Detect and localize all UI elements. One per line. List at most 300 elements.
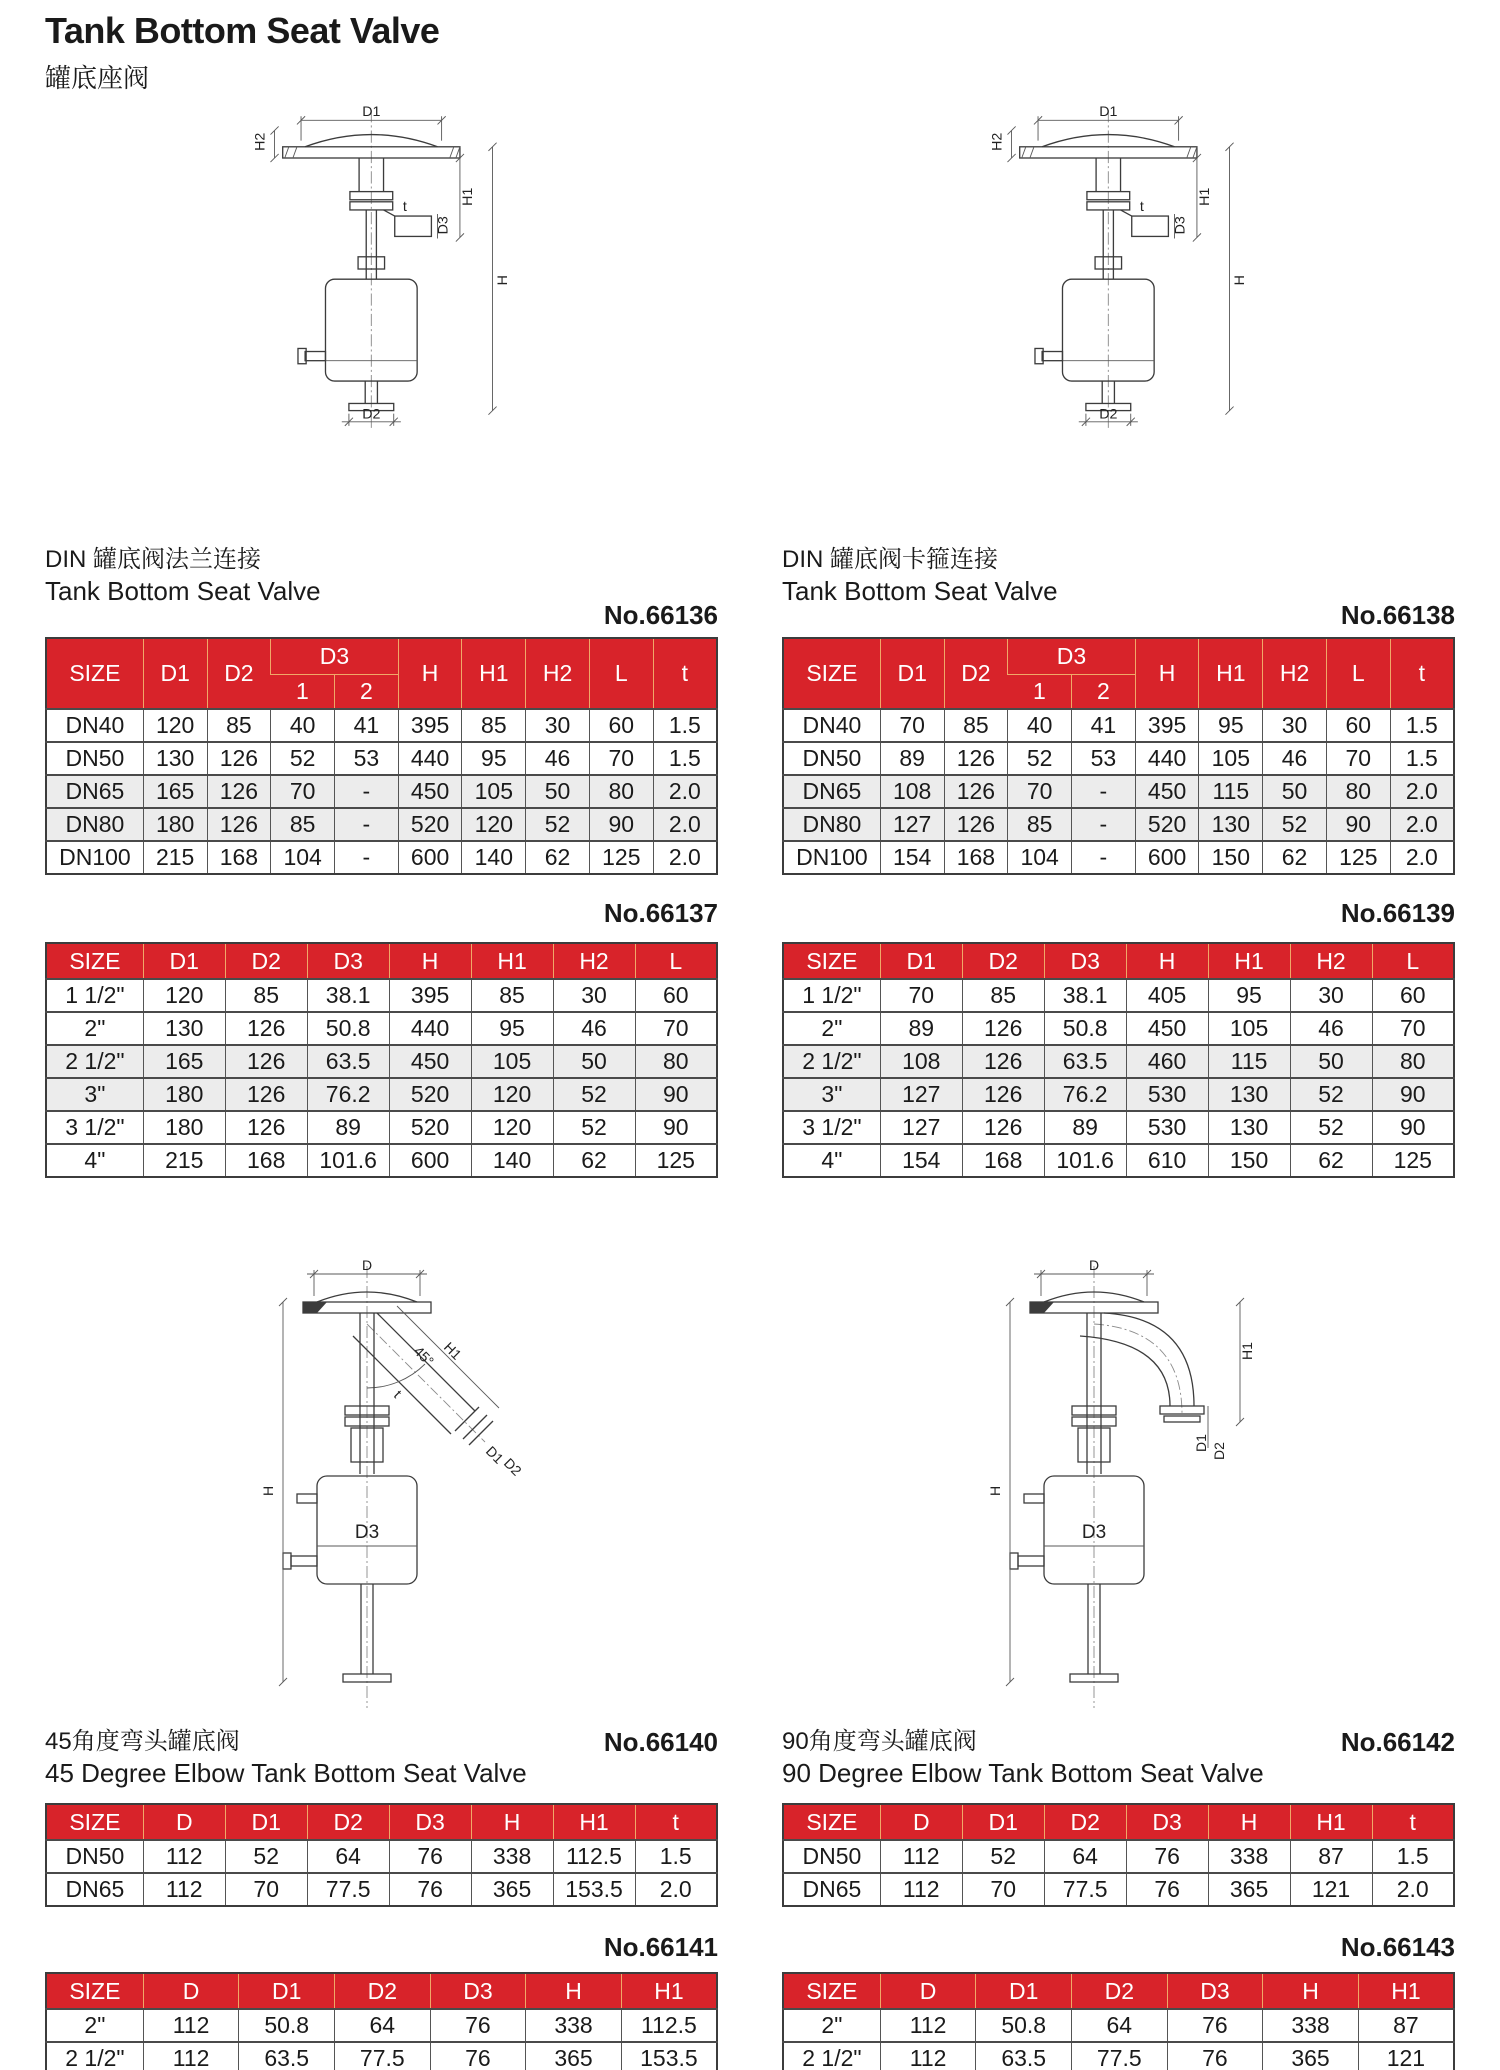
elbow90-technical-drawing <box>954 1256 1284 1716</box>
table-cell: 53 <box>1072 742 1136 775</box>
table-cell: DN50 <box>783 742 880 775</box>
dim-label-d2: D2 <box>500 1454 525 1479</box>
table-cell: 52 <box>225 1840 307 1873</box>
table-cell: 62 <box>553 1144 635 1177</box>
table-cell: 90 <box>1372 1111 1454 1144</box>
column-header: D3 <box>1008 638 1135 674</box>
table-cell: 440 <box>389 1012 471 1045</box>
table-cell: 77.5 <box>307 1873 389 1906</box>
table-cell: 126 <box>962 1012 1044 1045</box>
table-cell: 38.1 <box>1044 979 1126 1012</box>
column-header: D <box>880 1973 976 2009</box>
table-cell: DN65 <box>783 1873 880 1906</box>
right-column <box>782 0 1455 2070</box>
column-header: D3 <box>1126 1804 1208 1840</box>
page-subtitle-chinese: 罐底座阀 <box>45 63 150 93</box>
table-cell: DN40 <box>783 709 880 742</box>
table-cell: 460 <box>1126 1045 1208 1078</box>
page-title: Tank Bottom Seat Valve <box>45 10 440 51</box>
table-cell: 60 <box>1372 979 1454 1012</box>
table-cell: 127 <box>880 1111 962 1144</box>
table-cell: 76 <box>1126 1840 1208 1873</box>
table-cell: 530 <box>1126 1111 1208 1144</box>
table-cell: 4" <box>783 1144 880 1177</box>
table-cell: - <box>335 841 399 874</box>
table-cell: 70 <box>1372 1012 1454 1045</box>
table-cell: 215 <box>143 841 207 874</box>
table-cell: 180 <box>143 1111 225 1144</box>
table-cell: 2.0 <box>1390 841 1454 874</box>
drawing-flange-valve <box>45 104 718 437</box>
table-row <box>46 2009 717 2042</box>
table-cell: 2 1/2" <box>46 2042 143 2070</box>
table-cell: 108 <box>880 775 944 808</box>
table-cell: 120 <box>471 1078 553 1111</box>
table-cell: DN40 <box>46 709 143 742</box>
section-header-66136 <box>45 545 718 633</box>
table-cell: 76 <box>1167 2042 1263 2070</box>
table-cell: 2.0 <box>653 775 717 808</box>
table-cell: 2" <box>783 2009 880 2042</box>
table-cell: 52 <box>1290 1111 1372 1144</box>
column-header: D1 <box>880 638 944 709</box>
table-cell: 90 <box>1326 808 1390 841</box>
catalog-number: No.66142 <box>1340 1727 1455 1757</box>
column-header: D2 <box>1072 1973 1168 2009</box>
table-row <box>783 709 1454 742</box>
column-header: D3 <box>271 638 398 674</box>
table-cell: 600 <box>1135 841 1199 874</box>
table-cell: 126 <box>225 1078 307 1111</box>
table-cell: 77.5 <box>1072 2042 1168 2070</box>
table-cell: - <box>1072 775 1136 808</box>
column-header: D1 <box>880 943 962 979</box>
column-header: D3 <box>307 943 389 979</box>
table-cell: 60 <box>1326 709 1390 742</box>
column-header: H1 <box>1358 1973 1454 2009</box>
column-header: t <box>635 1804 717 1840</box>
table-cell: 52 <box>271 742 335 775</box>
table-cell: 126 <box>944 808 1008 841</box>
table-cell: 90 <box>589 808 653 841</box>
column-header: H <box>389 943 471 979</box>
table-cell: 76 <box>430 2042 526 2070</box>
dim-label-d1: D1 <box>482 1442 507 1467</box>
table-cell: 215 <box>143 1144 225 1177</box>
table-cell: 338 <box>1208 1840 1290 1873</box>
table-row <box>783 1840 1454 1873</box>
table-cell: 52 <box>553 1078 635 1111</box>
column-header: SIZE <box>783 638 880 709</box>
column-header: D1 <box>225 1804 307 1840</box>
column-header: H <box>526 1973 622 2009</box>
column-header: H1 <box>1290 1804 1372 1840</box>
table-cell: 2.0 <box>1390 775 1454 808</box>
table-cell: 2 1/2" <box>46 1045 143 1078</box>
column-header: H <box>1135 638 1199 709</box>
table-cell: 165 <box>143 1045 225 1078</box>
table-cell: 90 <box>635 1111 717 1144</box>
table-cell: 2.0 <box>1372 1873 1454 1906</box>
section-header-66140 <box>45 1727 718 1801</box>
table-cell: 90 <box>1372 1078 1454 1111</box>
table-cell: 90 <box>635 1078 717 1111</box>
table-cell: 120 <box>462 808 526 841</box>
dim-label-d: D <box>361 1257 372 1273</box>
table-cell: 127 <box>880 1078 962 1111</box>
table-cell: 180 <box>143 1078 225 1111</box>
table-cell: 121 <box>1358 2042 1454 2070</box>
column-header: D <box>143 1804 225 1840</box>
column-header: H1 <box>1199 638 1263 709</box>
column-header: SIZE <box>46 1973 143 2009</box>
table-cell: 30 <box>526 709 590 742</box>
table-cell: 450 <box>1126 1012 1208 1045</box>
table-cell: 530 <box>1126 1078 1208 1111</box>
table-cell: 2.0 <box>635 1873 717 1906</box>
table-cell: 112 <box>880 1840 962 1873</box>
column-header: D <box>143 1973 239 2009</box>
dim-label-d1: D1 <box>362 104 381 121</box>
table-cell: 89 <box>1044 1111 1126 1144</box>
table-cell: 80 <box>1326 775 1390 808</box>
table-cell: 1.5 <box>635 1840 717 1873</box>
table-cell: DN50 <box>783 1840 880 1873</box>
table-cell: 46 <box>1263 742 1327 775</box>
column-header: D3 <box>1044 943 1126 979</box>
table-cell: 120 <box>471 1111 553 1144</box>
table-cell: 76 <box>430 2009 526 2042</box>
column-header: SIZE <box>46 943 143 979</box>
table-cell: - <box>335 808 399 841</box>
table-cell: 126 <box>207 775 271 808</box>
column-header: D3 <box>389 1804 471 1840</box>
column-header: t <box>1372 1804 1454 1840</box>
table-cell: 64 <box>1044 1840 1126 1873</box>
table-cell: 30 <box>553 979 635 1012</box>
table-cell: 60 <box>589 709 653 742</box>
dim-label-t: t <box>402 198 407 215</box>
dim-label-d3: D3 <box>435 216 452 235</box>
dim-label-t: t <box>390 1386 405 1401</box>
table-cell: DN100 <box>46 841 143 874</box>
table-cell: 112.5 <box>553 1840 635 1873</box>
table-cell: 46 <box>553 1012 635 1045</box>
section-title-chinese: DIN 罐底阀法兰连接 <box>45 546 261 573</box>
section-title-chinese: 45角度弯头罐底阀 <box>45 1728 240 1755</box>
dim-label-h2: H2 <box>989 132 1006 151</box>
table-cell: 108 <box>880 1045 962 1078</box>
table-cell: 62 <box>1263 841 1327 874</box>
dim-label-d3: D3 <box>1081 1522 1106 1543</box>
table-cell: 154 <box>880 841 944 874</box>
column-header: D2 <box>225 943 307 979</box>
column-header: H <box>1263 1973 1359 2009</box>
table-cell: 101.6 <box>1044 1144 1126 1177</box>
dim-label-h2: H2 <box>252 132 269 151</box>
table-cell: 104 <box>1008 841 1072 874</box>
table-cell: 120 <box>143 979 225 1012</box>
column-header: t <box>653 638 717 709</box>
table-cell: 4" <box>46 1144 143 1177</box>
dim-label-d2: D2 <box>1210 1442 1227 1460</box>
column-header: SIZE <box>783 1804 880 1840</box>
table-cell: 2.0 <box>1390 808 1454 841</box>
table-cell: 87 <box>1358 2009 1454 2042</box>
table-row <box>783 979 1454 1012</box>
table-cell: 1.5 <box>653 709 717 742</box>
column-header: SIZE <box>46 1804 143 1840</box>
table-cell: 150 <box>1199 841 1263 874</box>
table-cell: 126 <box>225 1111 307 1144</box>
table-cell: 165 <box>143 775 207 808</box>
table-cell: 70 <box>635 1012 717 1045</box>
column-header: SIZE <box>46 638 143 709</box>
table-row <box>783 742 1454 775</box>
column-header: D3 <box>430 1973 526 2009</box>
table-cell: 3 1/2" <box>783 1111 880 1144</box>
table-cell: 77.5 <box>335 2042 431 2070</box>
section-title-english: Tank Bottom Seat Valve <box>45 576 321 606</box>
column-header: H <box>1208 1804 1290 1840</box>
table-cell: 450 <box>389 1045 471 1078</box>
table-cell: 50.8 <box>976 2009 1072 2042</box>
table-cell: 395 <box>398 709 462 742</box>
table-cell: 126 <box>207 742 271 775</box>
column-header: SIZE <box>783 943 880 979</box>
valve-technical-drawing <box>981 104 1256 432</box>
section-title-chinese: DIN 罐底阀卡箍连接 <box>782 546 998 573</box>
table-cell: 52 <box>1290 1078 1372 1111</box>
table-cell: 30 <box>1263 709 1327 742</box>
table-cell: 87 <box>1290 1840 1372 1873</box>
table-cell: 365 <box>1208 1873 1290 1906</box>
spec-table-66136 <box>45 637 718 875</box>
table-cell: 154 <box>880 1144 962 1177</box>
section-header-66138 <box>782 545 1455 633</box>
column-header: D1 <box>143 638 207 709</box>
table-cell: 1.5 <box>653 742 717 775</box>
table-cell: 104 <box>271 841 335 874</box>
table-cell: 126 <box>207 808 271 841</box>
table-cell: 63.5 <box>1044 1045 1126 1078</box>
table-cell: 53 <box>335 742 399 775</box>
table-cell: 125 <box>1372 1144 1454 1177</box>
table-row <box>46 1012 717 1045</box>
table-cell: 610 <box>1126 1144 1208 1177</box>
table-cell: 168 <box>962 1144 1044 1177</box>
table-cell: 2.0 <box>653 841 717 874</box>
table-cell: 46 <box>526 742 590 775</box>
spec-table-66142 <box>782 1803 1455 1907</box>
table-cell: 395 <box>389 979 471 1012</box>
table-cell: 85 <box>462 709 526 742</box>
dim-label-h: H <box>986 1485 1003 1496</box>
table-cell: 95 <box>1199 709 1263 742</box>
table-cell: 70 <box>880 979 962 1012</box>
valve-technical-drawing <box>244 104 519 432</box>
table-cell: 130 <box>1208 1111 1290 1144</box>
column-header: H <box>1126 943 1208 979</box>
table-cell: 80 <box>589 775 653 808</box>
table-cell: 115 <box>1199 775 1263 808</box>
table-cell: 168 <box>207 841 271 874</box>
table-cell: 76.2 <box>1044 1078 1126 1111</box>
table-cell: 125 <box>1326 841 1390 874</box>
dim-label-t: t <box>1139 198 1144 215</box>
table-cell: 76 <box>389 1873 471 1906</box>
table-cell: 126 <box>944 742 1008 775</box>
column-header: L <box>589 638 653 709</box>
table-cell: 76 <box>1167 2009 1263 2042</box>
table-cell: 52 <box>526 808 590 841</box>
table-cell: 95 <box>471 1012 553 1045</box>
table-cell: 85 <box>1008 808 1072 841</box>
table-cell: 121 <box>1290 1873 1372 1906</box>
table-row <box>783 1873 1454 1906</box>
column-header: H <box>471 1804 553 1840</box>
table-cell: 125 <box>589 841 653 874</box>
table-cell: 50 <box>526 775 590 808</box>
table-cell: 2.0 <box>653 808 717 841</box>
table-cell: 450 <box>398 775 462 808</box>
column-header: L <box>1326 638 1390 709</box>
table-cell: 80 <box>635 1045 717 1078</box>
table-cell: 140 <box>462 841 526 874</box>
dim-label-h1: H1 <box>460 187 477 206</box>
catalog-number: No.66140 <box>603 1727 718 1757</box>
column-header: t <box>1390 638 1454 709</box>
table-cell: 338 <box>526 2009 622 2042</box>
dim-label-angle: 45° <box>410 1342 437 1370</box>
table-cell: 40 <box>1008 709 1072 742</box>
column-header: H1 <box>471 943 553 979</box>
table-cell: 150 <box>1208 1144 1290 1177</box>
table-cell: 1.5 <box>1390 709 1454 742</box>
table-cell: 3" <box>46 1078 143 1111</box>
section-title-english: Tank Bottom Seat Valve <box>782 576 1058 606</box>
table-cell: 70 <box>1008 775 1072 808</box>
table-cell: 126 <box>962 1111 1044 1144</box>
dim-label-d2: D2 <box>362 406 381 423</box>
table-cell: 80 <box>1372 1045 1454 1078</box>
table-cell: 52 <box>1263 808 1327 841</box>
table-cell: 440 <box>1135 742 1199 775</box>
table-row <box>46 808 717 841</box>
table-cell: 40 <box>271 709 335 742</box>
table-row <box>783 1144 1454 1177</box>
table-cell: 520 <box>389 1111 471 1144</box>
column-header: D2 <box>335 1973 431 2009</box>
table-cell: 140 <box>471 1144 553 1177</box>
table-cell: 126 <box>225 1045 307 1078</box>
column-header: H1 <box>1208 943 1290 979</box>
table-cell: 126 <box>225 1012 307 1045</box>
table-cell: 2" <box>783 1012 880 1045</box>
table-row <box>783 2009 1454 2042</box>
table-cell: 112 <box>880 2042 976 2070</box>
column-header: H1 <box>621 1973 717 2009</box>
table-cell: 105 <box>1208 1012 1290 1045</box>
table-row <box>783 2042 1454 2070</box>
column-header: D1 <box>143 943 225 979</box>
table-cell: 52 <box>1008 742 1072 775</box>
spec-table-66140 <box>45 1803 718 1907</box>
table-cell: 3" <box>783 1078 880 1111</box>
table-cell: 126 <box>962 1045 1044 1078</box>
dim-label-d1: D1 <box>1192 1434 1209 1452</box>
table-cell: 70 <box>1326 742 1390 775</box>
column-header: D2 <box>207 638 271 709</box>
table-cell: 1.5 <box>1390 742 1454 775</box>
catalog-number: No.66136 <box>603 600 718 630</box>
table-cell: 2" <box>46 1012 143 1045</box>
table-cell: 76.2 <box>307 1078 389 1111</box>
table-cell: 112 <box>143 2042 239 2070</box>
table-row <box>46 2042 717 2070</box>
table-row <box>46 709 717 742</box>
table-cell: 70 <box>962 1873 1044 1906</box>
table-cell: 85 <box>271 808 335 841</box>
catalog-number: No.66143 <box>1340 1932 1455 1962</box>
column-header: H2 <box>1263 638 1327 709</box>
table-cell: 168 <box>944 841 1008 874</box>
dim-label-h1: H1 <box>440 1338 465 1363</box>
table-cell: 440 <box>398 742 462 775</box>
table-cell: 76 <box>389 1840 471 1873</box>
table-cell: 85 <box>207 709 271 742</box>
table-cell: 112.5 <box>621 2009 717 2042</box>
table-cell: 105 <box>462 775 526 808</box>
dim-label-h1: H1 <box>1238 1342 1255 1360</box>
dim-label-d2: D2 <box>1099 406 1118 423</box>
dim-label-d1: D1 <box>1099 104 1118 121</box>
table-cell: 1.5 <box>1372 1840 1454 1873</box>
dim-label-h: H <box>1231 275 1248 286</box>
drawing-90-elbow-valve <box>782 1256 1455 1721</box>
table-cell: 130 <box>143 1012 225 1045</box>
column-header: H1 <box>553 1804 635 1840</box>
column-header: SIZE <box>783 1973 880 2009</box>
table-cell: 600 <box>389 1144 471 1177</box>
table-cell: 70 <box>589 742 653 775</box>
table-cell: 50.8 <box>307 1012 389 1045</box>
table-cell: 112 <box>143 1873 225 1906</box>
table-cell: 120 <box>143 709 207 742</box>
table-cell: 50.8 <box>239 2009 335 2042</box>
table-cell: 153.5 <box>553 1873 635 1906</box>
table-cell: 3 1/2" <box>46 1111 143 1144</box>
dim-label-h: H <box>494 275 511 286</box>
column-header: D1 <box>962 1804 1044 1840</box>
table-row <box>46 841 717 874</box>
table-cell: 105 <box>471 1045 553 1078</box>
table-row <box>46 742 717 775</box>
table-cell: 41 <box>1072 709 1136 742</box>
table-row <box>46 1078 717 1111</box>
table-cell: 395 <box>1135 709 1199 742</box>
table-cell: 365 <box>1263 2042 1359 2070</box>
table-row <box>783 841 1454 874</box>
table-cell: 62 <box>1290 1144 1372 1177</box>
table-cell: 77.5 <box>1044 1873 1126 1906</box>
table-cell: 41 <box>335 709 399 742</box>
table-cell: 600 <box>398 841 462 874</box>
table-row <box>783 808 1454 841</box>
table-cell: 64 <box>307 1840 389 1873</box>
table-cell: 130 <box>1208 1078 1290 1111</box>
table-cell: 153.5 <box>621 2042 717 2070</box>
